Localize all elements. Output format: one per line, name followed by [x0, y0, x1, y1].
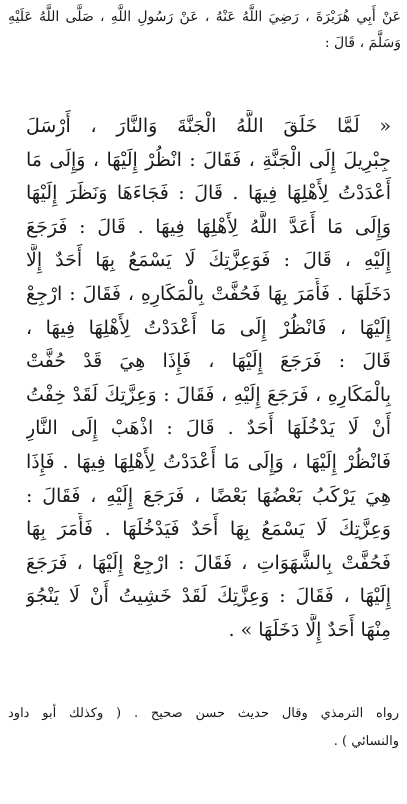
- hadith-line: جِبْرِيلَ إِلَى الْجَنَّةِ ، فَقَالَ : انْظُرْ إِلَيْهَا ، وَإِلَى مَا: [26, 148, 391, 171]
- isnad-line: عَنْ أَبِي هُرَيْرَةَ ، رَضِيَ اللَّهُ عَنْهُ ، عَنْ رَسُولِ اللَّهِ ، صَلَّى اللَّهُ عَلَيْهِ: [8, 9, 401, 25]
- hadith-line: « لَمَّا خَلَقَ اللَّهُ الْجَنَّةَ وَالنَّارَ ، أَرْسَلَ: [26, 115, 391, 137]
- hadith-text: [26, 110, 391, 648]
- hadith-line: مِنْهَا أَحَدٌ إِلَّا دَخَلَهَا » .: [228, 618, 391, 641]
- hadith-line: فَحُفَّتْ بِالشَّهَوَاتِ ، فَقَالَ : ارْجِعْ إِلَيْهَا ، فَرَجَعَ: [26, 551, 391, 574]
- hadith-line: إِلَيْهِ ، قَالَ : فَوَعِزَّتِكَ لَا يَسْمَعُ بِهَا أَحَدٌ إِلَّا: [26, 249, 391, 272]
- source-line: رواه الترمذي وقال حديث حسن صحيح . ( وكذلك أبو داود: [8, 706, 399, 721]
- hadith-line: وَإِلَى مَا أَعَدَّ اللَّهُ لِأَهْلِهَا فِيهَا . قَالَ : فَرَجَعَ: [26, 215, 391, 238]
- hadith-line: وَعِزَّتِكَ لَا يَسْمَعُ بِهَا أَحَدٌ فَيَدْخُلَهَا . فَأَمَرَ بِهَا: [26, 518, 391, 541]
- hadith-line: إِلَيْهَا ، فَقَالَ : وَعِزَّتِكَ لَقَدْ خَشِيتُ أَنْ لَا يَنْجُوَ: [26, 585, 391, 608]
- hadith-line: هِيَ يَرْكَبُ بَعْضُهَا بَعْضًا ، فَرَجَعَ إِلَيْهِ ، فَقَالَ :: [26, 484, 391, 507]
- hadith-line: أَنْ لَا يَدْخُلَهَا أَحَدٌ . قَالَ : اذْهَبْ إِلَى النَّارِ: [26, 417, 391, 440]
- isnad-line: وَسَلَّمَ ، قَالَ :: [324, 35, 401, 51]
- hadith-line: أَعْدَدْتُ لِأَهْلِهَا فِيهَا . قَالَ : فَجَاءَهَا وَنَظَرَ إِلَيْهَا: [26, 182, 391, 205]
- hadith-line: فَانْظُرْ إِلَيْهَا ، وَإِلَى مَا أَعْدَدْتُ لِأَهْلِهَا فِيهَا . فَإِذَا: [26, 450, 391, 473]
- hadith-source-note: [8, 700, 399, 756]
- hadith-isnad: [8, 4, 401, 56]
- hadith-line: بِالْمَكَارِهِ ، فَرَجَعَ إِلَيْهِ ، فَقَالَ : وَعِزَّتِكَ لَقَدْ خِفْتُ: [26, 383, 391, 406]
- hadith-line: إِلَيْهَا ، فَانْظُرْ إِلَى مَا أَعْدَدْتُ لِأَهْلِهَا فِيهَا ،: [26, 316, 391, 339]
- source-line: والنسائي ) .: [333, 734, 399, 749]
- hadith-line: قَالَ : فَرَجَعَ إِلَيْهَا ، فَإِذَا هِيَ قَدْ حُفَّتْ: [26, 350, 391, 373]
- hadith-line: دَخَلَهَا . فَأَمَرَ بِهَا فَحُفَّتْ بِالْمَكَارِهِ ، فَقَالَ : ارْجِعْ: [26, 282, 391, 305]
